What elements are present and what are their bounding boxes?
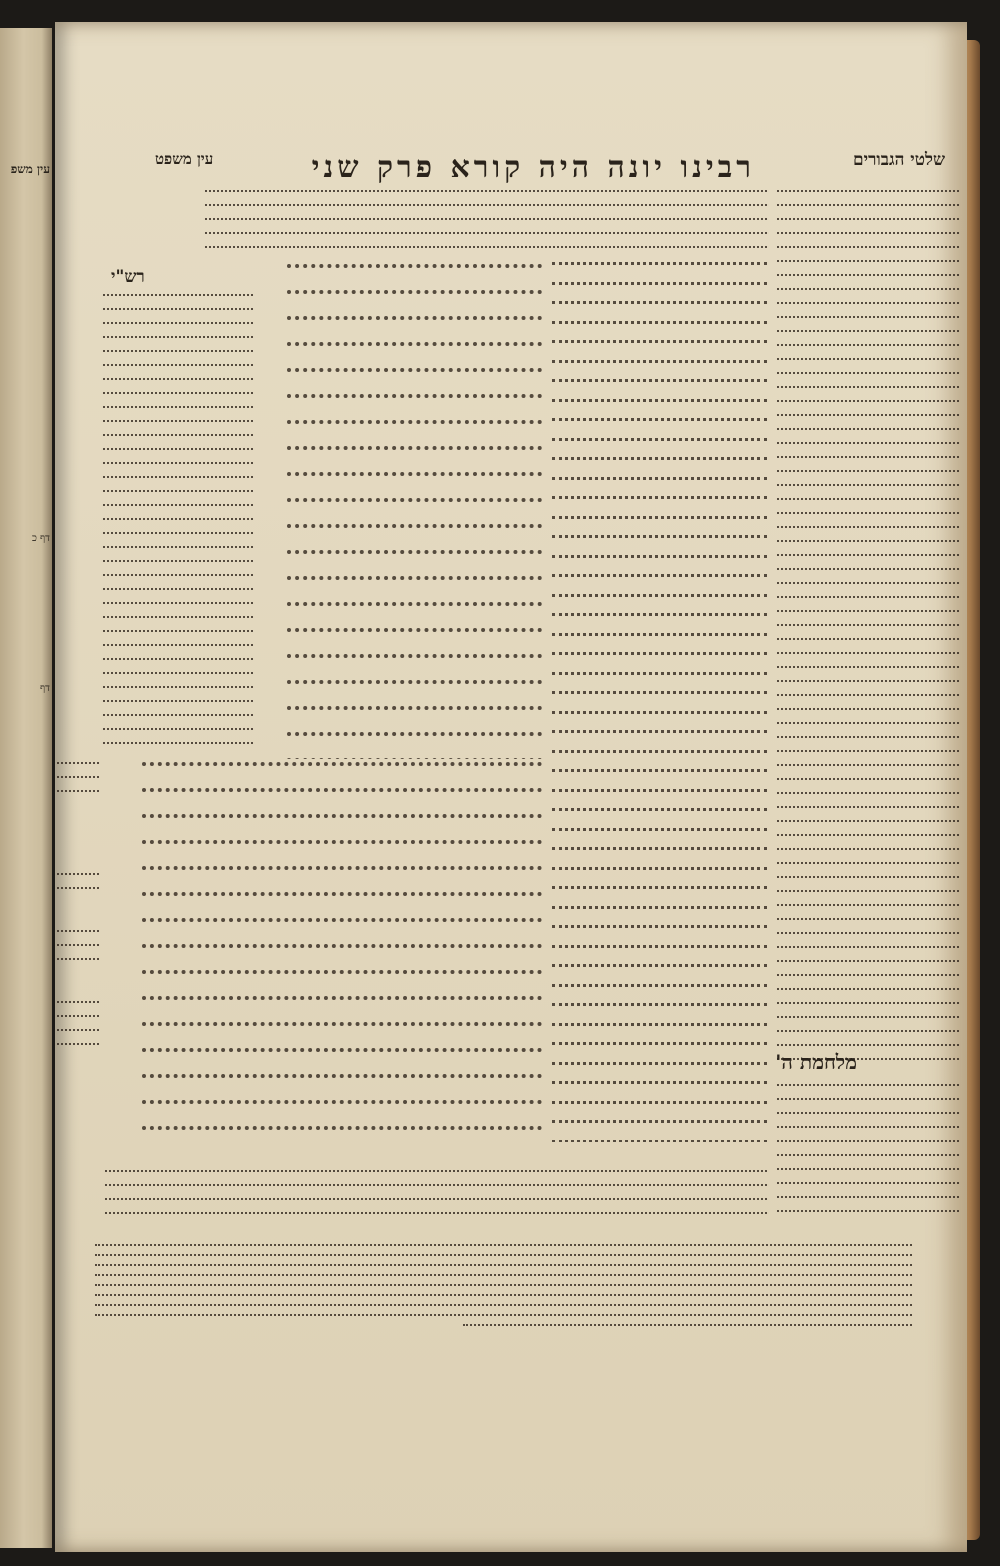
- gemara-text-lower: [142, 762, 542, 1142]
- gemara-text-upper: [287, 264, 542, 759]
- hagahot-block: [105, 1170, 767, 1230]
- facing-page-edge: [0, 28, 52, 1548]
- header-ein-mishpat: עין משפט: [155, 150, 214, 168]
- talmud-page: [55, 22, 967, 1552]
- header-shiltei-hagiborim: שלטי הגבורים: [853, 150, 945, 170]
- facing-margin-mark: דף: [40, 683, 50, 694]
- footnotes-block: [95, 1244, 912, 1374]
- page-header: [155, 150, 945, 184]
- rabbeinu-yonah-column: [552, 262, 767, 1142]
- ein-mishpat-margin: [57, 762, 99, 1142]
- milchemet-hashem-heading: מלחמת ה': [775, 1050, 857, 1074]
- rabbeinu-yonah-top-block: [205, 190, 767, 260]
- facing-page-heading: עין משפ: [10, 162, 50, 176]
- shiltei-hagiborim-column: [777, 190, 959, 1060]
- rashi-heading: רש"י: [111, 267, 145, 287]
- facing-margin-mark: דף כ: [31, 533, 50, 544]
- header-main-title: רבינו יונה היה קורא פרק שני: [311, 150, 755, 185]
- milchemet-hashem-column: [777, 1084, 959, 1214]
- rashi-column: [103, 294, 253, 754]
